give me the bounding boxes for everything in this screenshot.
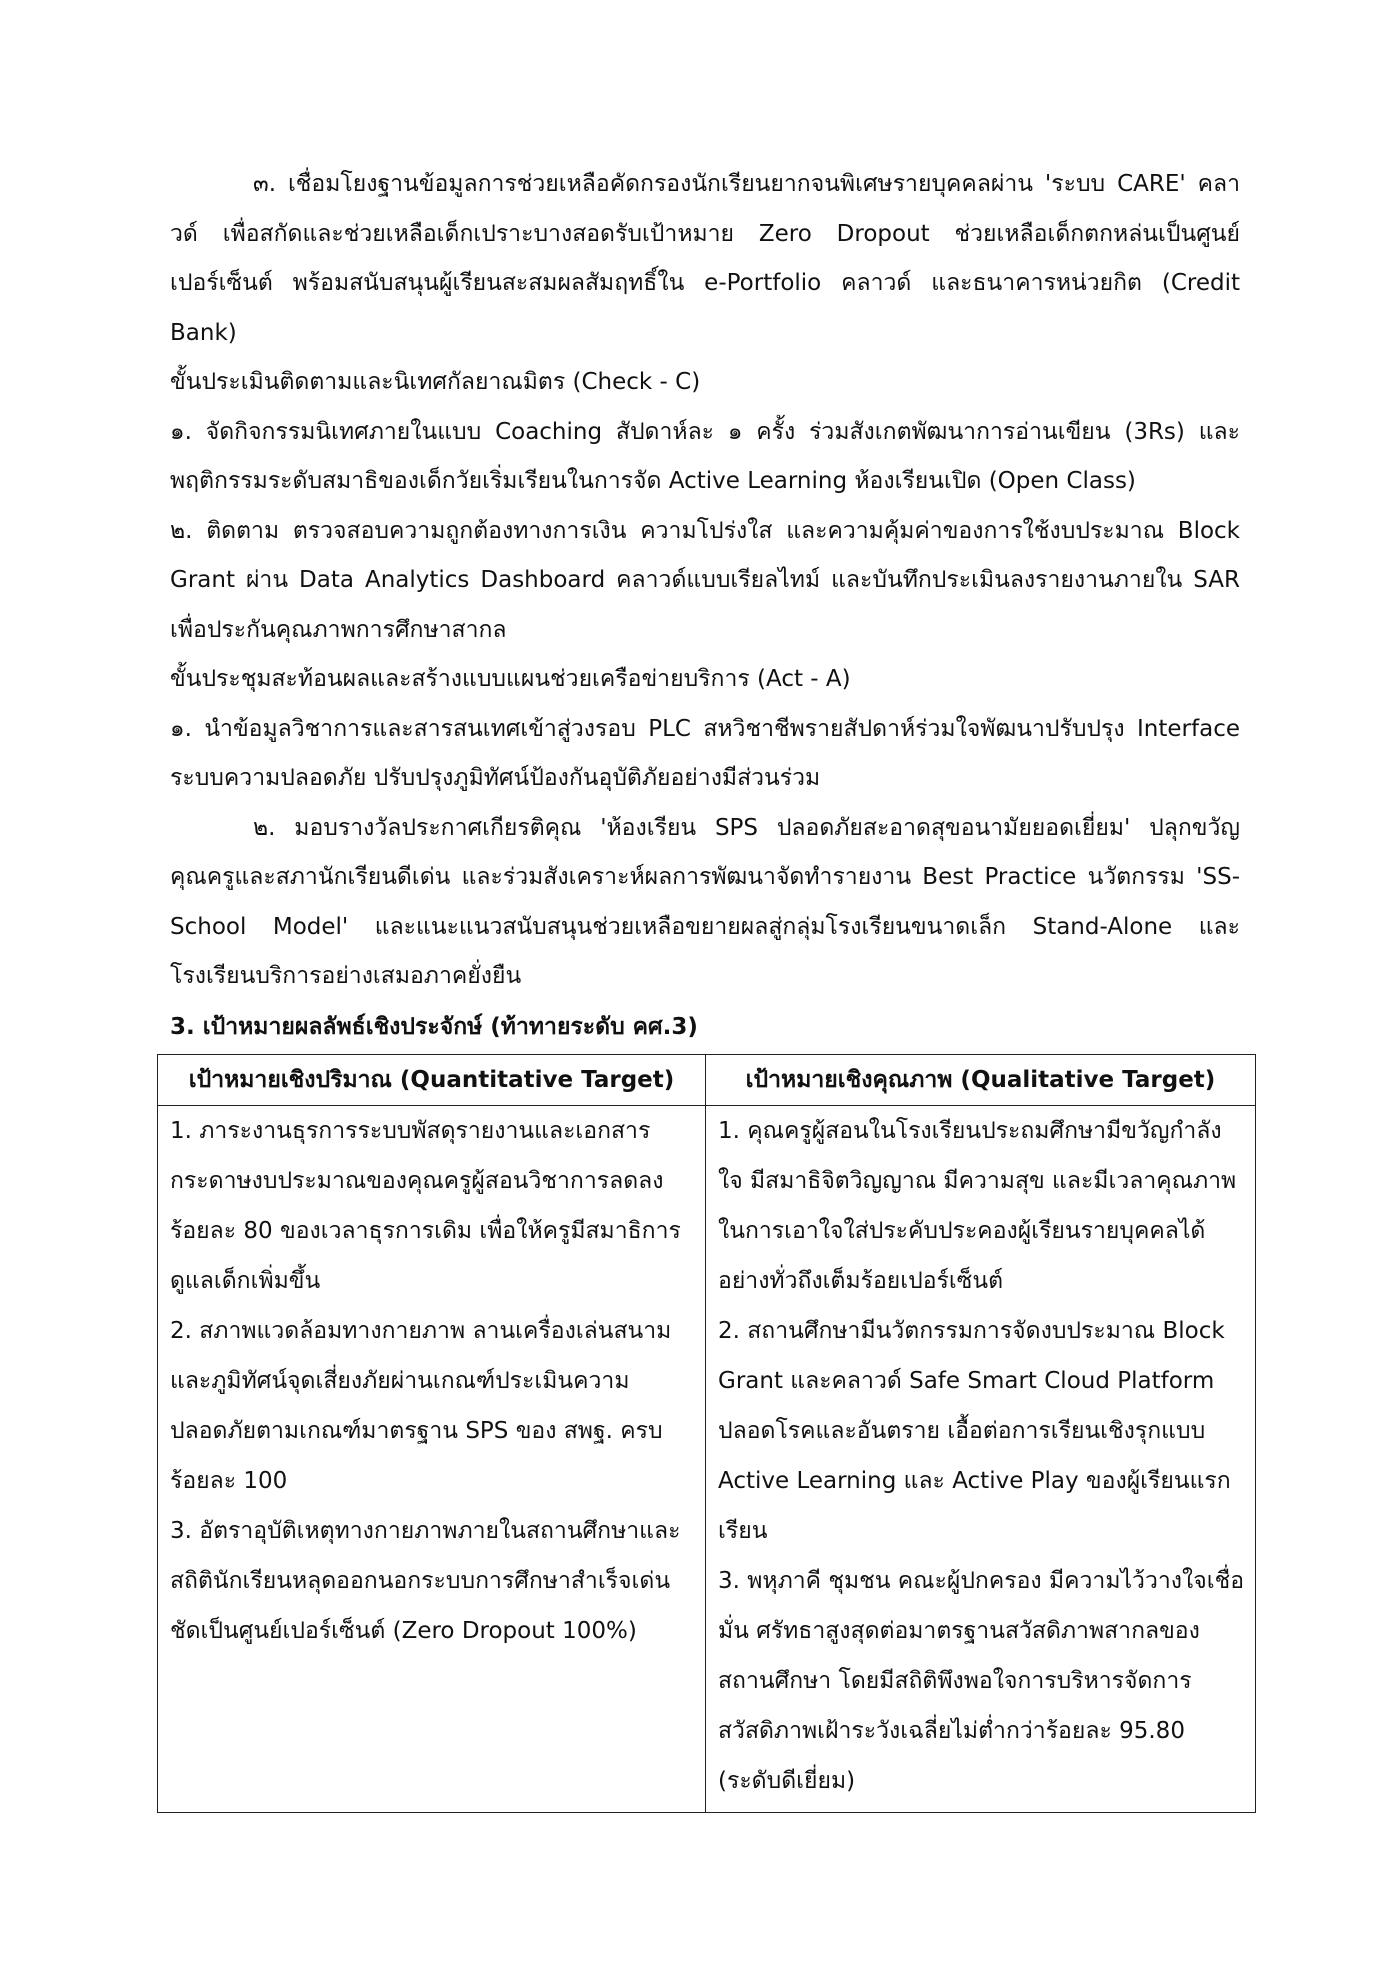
quantitative-item-1: 1. ภาระงานธุรการระบบพัสดุรายงานและเอกสารกระดาษงบประมาณของคุณครูผู้สอนวิชาการลดลงร้อยละ 80 ของเวลาธุรการเดิม เพื่อให้ครูมีสมาธิการดูแลเด็กเพิ่มขึ้น (170, 1117, 681, 1294)
paragraph-award: ๒. มอบรางวัลประกาศเกียรติคุณ 'ห้องเรียน SPS ปลอดภัยสะอาดสุขอนามัยยอดเยี่ยม' ปลุกขวัญคุณครูและสภานักเรียนดีเด่น และร่วมสังเคราะห์ผลการพัฒนาจัดทำรายงาน Best Practice นวัตกรรม 'SS-School Model' และแนะแนวสนับสนุนช่วยเหลือขยายผลสู่กลุ่มโรงเรียนขนาดเล็ก Stand-Alone และโรงเรียนบริการอย่างเสมอภาคยั่งยืน (170, 814, 1240, 989)
heading-check-phase: ขั้นประเมินติดตามและนิเทศกัลยาณมิตร (Check - C) (170, 369, 701, 395)
header-qualitative: เป้าหมายเชิงคุณภาพ (Qualitative Target) (706, 1054, 1256, 1105)
qualitative-item-2: 2. สถานศึกษามีนวัตกรรมการจัดงบประมาณ Block Grant และคลาวด์ Safe Smart Cloud Platform ปลอดโรคและอันตราย เอื้อต่อการเรียนเชิงรุกแบบ Active Learning และ Active Play ของผู้เรียนแรกเรียน (718, 1317, 1231, 1544)
quantitative-item-2: 2. สภาพแวดล้อมทางกายภาพ ลานเครื่องเล่นสนามและภูมิทัศน์จุดเสี่ยงภัยผ่านเกณฑ์ประเมินความปลอดภัยตามเกณฑ์มาตรฐาน SPS ของ สพฐ. ครบร้อยละ 100 (170, 1317, 672, 1494)
paragraph-plc: ๑. นำข้อมูลวิชาการและสารสนเทศเข้าสู่วงรอบ PLC สหวิชาชีพรายสัปดาห์ร่วมใจพัฒนาปรับปรุง Interface ระบบความปลอดภัย ปรับปรุงภูมิทัศน์ป้องกันอุบัติภัยอย่างมีส่วนร่วม (170, 715, 1240, 791)
quantitative-item-3: 3. อัตราอุบัติเหตุทางกายภาพภายในสถานศึกษาและสถิตินักเรียนหลุดออกนอกระบบการศึกษาสำเร็จเด่นชัดเป็นศูนย์เปอร์เซ็นต์ (Zero Dropout 100%) (170, 1517, 681, 1644)
paragraph-block-grant-monitoring: ๒. ติดตาม ตรวจสอบความถูกต้องทางการเงิน ความโปร่งใส และความคุ้มค่าของการใช้งบประมาณ Block Grant ผ่าน Data Analytics Dashboard คลาวด์แบบเรียลไทม์ และบันทึกประเมินลงรายงานภายใน SAR เพื่อประกันคุณภาพการศึกษาสากล (170, 517, 1240, 643)
header-quantitative: เป้าหมายเชิงปริมาณ (Quantitative Target) (158, 1054, 706, 1105)
paragraph-coaching: ๑. จัดกิจกรรมนิเทศภายในแบบ Coaching สัปดาห์ละ ๑ ครั้ง ร่วมสังเกตพัฒนาการอ่านเขียน (3Rs) และพฤติกรรมระดับสมาธิของเด็กวัยเริ่มเรียนในการจัด Active Learning ห้องเรียนเปิด (Open Class) (170, 418, 1240, 494)
heading-act-phase: ขั้นประชุมสะท้อนผลและสร้างแบบแผนช่วยเครือข่ายบริการ (Act - A) (170, 666, 851, 692)
qualitative-item-3: 3. พหุภาคี ชุมชน คณะผู้ปกครอง มีความไว้วางใจเชื่อมั่น ศรัทธาสูงสุดต่อมาตรฐานสวัสดิภาพสากลของสถานศึกษา โดยมีสถิติพึงพอใจการบริหารจัดการสวัสดิภาพเฝ้าระวังเฉลี่ยไม่ต่ำกว่าร้อยละ 95.80 (ระดับดีเยี่ยม) (718, 1567, 1245, 1794)
document-page (170, 160, 1245, 1813)
quantitative-cell (158, 1105, 706, 1812)
qualitative-item-1: 1. คุณครูผู้สอนในโรงเรียนประถมศึกษามีขวัญกำลังใจ มีสมาธิจิตวิญญาณ มีความสุข และมีเวลาคุณภาพในการเอาใจใส่ประคับประคองผู้เรียนรายบุคคลได้อย่างทั่วถึงเต็มร้อยเปอร์เซ็นต์ (718, 1117, 1237, 1294)
section-heading-targets: 3. เป้าหมายผลลัพธ์เชิงประจักษ์ (ท้าทายระดับ คศ.3) (170, 1013, 698, 1040)
table-row (158, 1105, 1256, 1812)
paragraph-care-system: ๓. เชื่อมโยงฐานข้อมูลการช่วยเหลือคัดกรองนักเรียนยากจนพิเศษรายบุคคลผ่าน 'ระบบ CARE' คลาวด์ เพื่อสกัดและช่วยเหลือเด็กเปราะบางสอดรับเป้าหมาย Zero Dropout ช่วยเหลือเด็กตกหล่นเป็นศูนย์เปอร์เซ็นต์ พร้อมสนับสนุนผู้เรียนสะสมผลสัมฤทธิ์ใน e-Portfolio คลาวด์ และธนาคารหน่วยกิต (Credit Bank) (170, 171, 1240, 346)
targets-table (157, 1054, 1256, 1813)
table-header-row (158, 1054, 1256, 1105)
qualitative-cell (706, 1105, 1256, 1812)
